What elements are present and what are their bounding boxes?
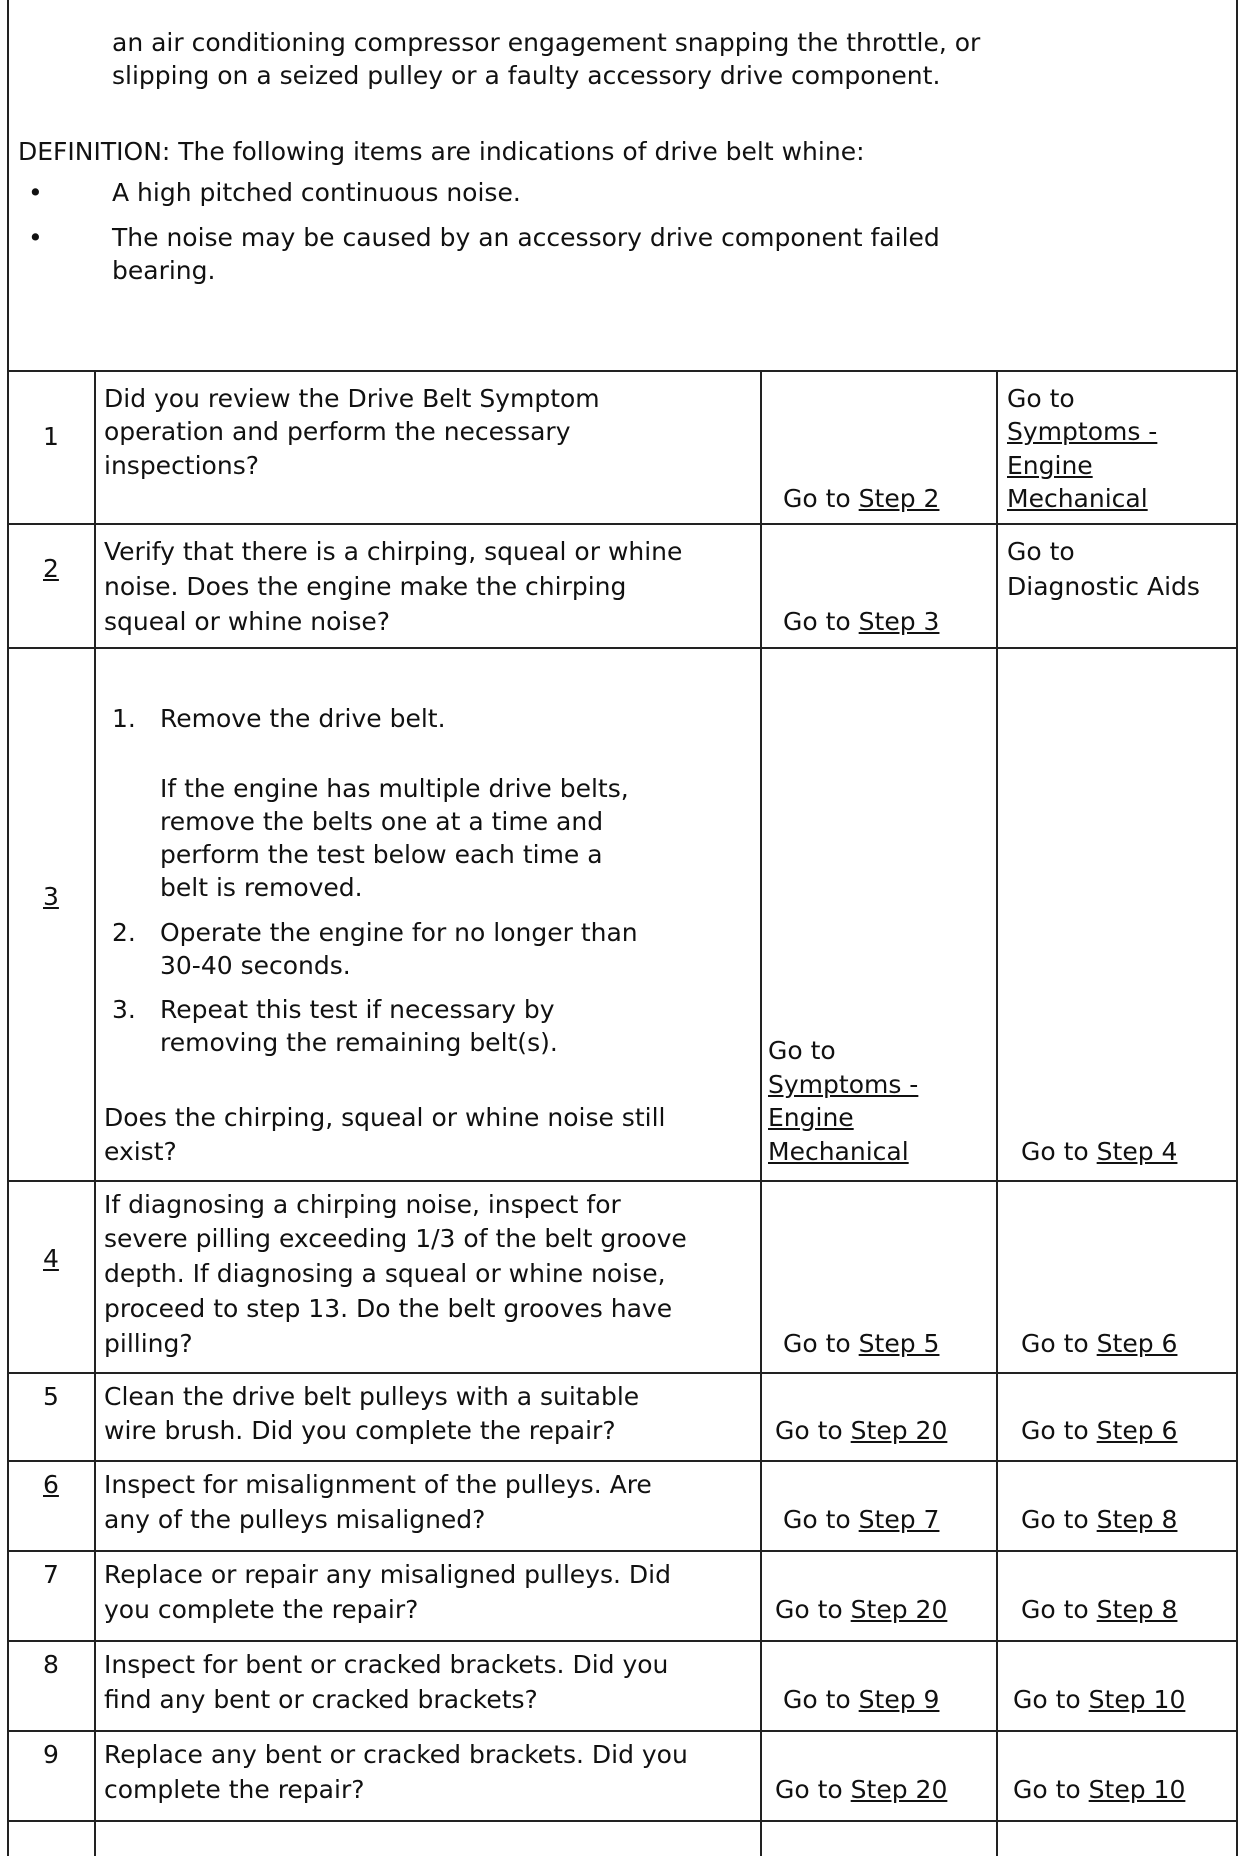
row-divider [7,1460,1238,1462]
substep-text: Remove the drive belt. [160,704,446,733]
action-text: Inspect for misalignment of the pulleys. Are [104,1470,652,1499]
no-result [1013,1773,1185,1806]
action-text: proceed to step 13. Do the belt grooves have [104,1294,673,1323]
right-border [1236,370,1238,1856]
substep-number: 2. [112,918,136,947]
symptoms-link[interactable]: Mechanical [768,1137,909,1166]
step-number: 8 [43,1650,59,1679]
no-prefix: Go to [1013,1685,1081,1714]
action-text: severe pilling exceeding 1/3 of the belt groove [104,1224,687,1253]
step-number-link[interactable]: 4 [43,1244,59,1273]
yes-prefix: Go to [783,607,851,636]
yes-prefix: Go to [783,484,851,513]
yes-result [783,1683,939,1716]
substep-note: If the engine has multiple drive belts, [160,774,629,803]
column-divider [760,370,762,1856]
action-text: noise. Does the engine make the chirping [104,572,627,601]
substep-text: 30-40 seconds. [160,951,351,980]
step-number-link[interactable]: 3 [43,882,59,911]
no-prefix: Go to [1021,1137,1089,1166]
step-link[interactable]: Step 4 [1096,1137,1178,1166]
action-text: complete the repair? [104,1775,365,1804]
yes-prefix: Go to [775,1595,843,1624]
step-number: 9 [43,1740,59,1769]
action-text: Did you review the Drive Belt Symptom [104,384,600,413]
action-text: If diagnosing a chirping noise, inspect for [104,1190,621,1219]
no-result [1021,1135,1177,1168]
no-prefix: Go to [1021,1505,1089,1534]
no-result [1021,1327,1177,1360]
symptoms-link[interactable]: Engine [768,1103,854,1132]
yes-prefix: Go to [775,1775,843,1804]
no-prefix: Go to [1021,1329,1089,1358]
yes-prefix: Go to [775,1416,843,1445]
intro-continuation-2: slipping on a seized pulley or a faulty accessory drive component. [112,61,941,90]
substep-note: remove the belts one at a time and [160,807,604,836]
action-text: inspections? [104,451,259,480]
no-result-prefix: Go to [1007,384,1075,413]
step-number: 1 [43,422,59,451]
row-divider [7,1372,1238,1374]
no-result [1013,1683,1185,1716]
action-text: depth. If diagnosing a squeal or whine noise, [104,1259,666,1288]
no-prefix: Go to [1013,1775,1081,1804]
intro-continuation-1: an air conditioning compressor engagement snapping the throttle, or [112,28,981,57]
row-divider [7,1820,1238,1822]
yes-result [775,1414,947,1447]
yes-result-prefix: Go to [768,1036,836,1065]
action-text: find any bent or cracked brackets? [104,1685,538,1714]
yes-prefix: Go to [783,1505,851,1534]
action-text: any of the pulleys misaligned? [104,1505,486,1534]
yes-prefix: Go to [783,1685,851,1714]
action-text: pilling? [104,1329,193,1358]
yes-result [783,605,939,638]
step-link[interactable]: Step 20 [850,1416,948,1445]
step-link[interactable]: Step 9 [858,1685,940,1714]
action-text: wire brush. Did you complete the repair? [104,1416,616,1445]
substep-note: belt is removed. [160,873,363,902]
step-link[interactable]: Step 8 [1096,1505,1178,1534]
row-divider [7,523,1238,525]
row-divider [7,370,1238,372]
yes-prefix: Go to [783,1329,851,1358]
step-link[interactable]: Step 10 [1088,1685,1186,1714]
step-link[interactable]: Step 20 [850,1775,948,1804]
yes-result [783,482,939,515]
no-result [1021,1414,1177,1447]
step-link[interactable]: Step 3 [858,607,940,636]
substep-text: Repeat this test if necessary by [160,995,555,1024]
no-prefix: Go to [1021,1416,1089,1445]
step-number: 5 [43,1382,59,1411]
no-result-prefix: Go to [1007,537,1075,566]
definition-heading: DEFINITION: The following items are indications of drive belt whine: [18,137,865,166]
row-divider [7,1640,1238,1642]
substep-number: 3. [112,995,136,1024]
substep-number: 1. [112,704,136,733]
substep-note: perform the test below each time a [160,840,603,869]
bullet-item-2: The noise may be caused by an accessory drive component failed [112,223,940,252]
symptoms-link[interactable]: Symptoms - [768,1070,919,1099]
step-link[interactable]: Step 7 [858,1505,940,1534]
step-link[interactable]: Step 10 [1088,1775,1186,1804]
step-link[interactable]: Step 8 [1096,1595,1178,1624]
no-result [1021,1503,1177,1536]
action-text: Clean the drive belt pulleys with a suitable [104,1382,640,1411]
step-link[interactable]: Step 2 [858,484,940,513]
step-link[interactable]: Step 20 [850,1595,948,1624]
substep-text: Operate the engine for no longer than [160,918,638,947]
column-divider [94,370,96,1856]
question-text: Does the chirping, squeal or whine noise still [104,1103,666,1132]
yes-result [783,1503,939,1536]
bullet-icon: • [28,178,43,207]
action-text: you complete the repair? [104,1595,419,1624]
row-divider [7,1550,1238,1552]
symptoms-link[interactable]: Mechanical [1007,484,1148,513]
symptoms-link[interactable]: Symptoms - [1007,417,1158,446]
question-text: exist? [104,1137,177,1166]
step-number: 7 [43,1560,59,1589]
row-divider [7,1180,1238,1182]
right-border-top [1236,0,1238,370]
bullet-icon: • [28,223,43,252]
row-divider [7,647,1238,649]
yes-result [783,1327,939,1360]
no-result-text: Diagnostic Aids [1007,572,1200,601]
step-link[interactable]: Step 6 [1096,1329,1178,1358]
row-divider [7,1730,1238,1732]
bullet-item-1: A high pitched continuous noise. [112,178,521,207]
no-prefix: Go to [1021,1595,1089,1624]
action-text: Inspect for bent or cracked brackets. Did you [104,1650,669,1679]
step-link[interactable]: Step 5 [858,1329,940,1358]
step-number-link[interactable]: 2 [43,554,59,583]
symptoms-link[interactable]: Engine [1007,451,1093,480]
left-border [7,0,9,1856]
action-text: Replace or repair any misaligned pulleys. Did [104,1560,671,1589]
bullet-item-2-cont: bearing. [112,256,216,285]
column-divider [996,370,998,1856]
action-text: Replace any bent or cracked brackets. Did you [104,1740,688,1769]
action-text: operation and perform the necessary [104,417,571,446]
action-text: squeal or whine noise? [104,607,391,636]
yes-result [775,1773,947,1806]
no-result [1021,1593,1177,1626]
step-number-link[interactable]: 6 [43,1470,59,1499]
action-text: Verify that there is a chirping, squeal or whine [104,537,683,566]
step-link[interactable]: Step 6 [1096,1416,1178,1445]
substep-text: removing the remaining belt(s). [160,1028,558,1057]
yes-result [775,1593,947,1626]
